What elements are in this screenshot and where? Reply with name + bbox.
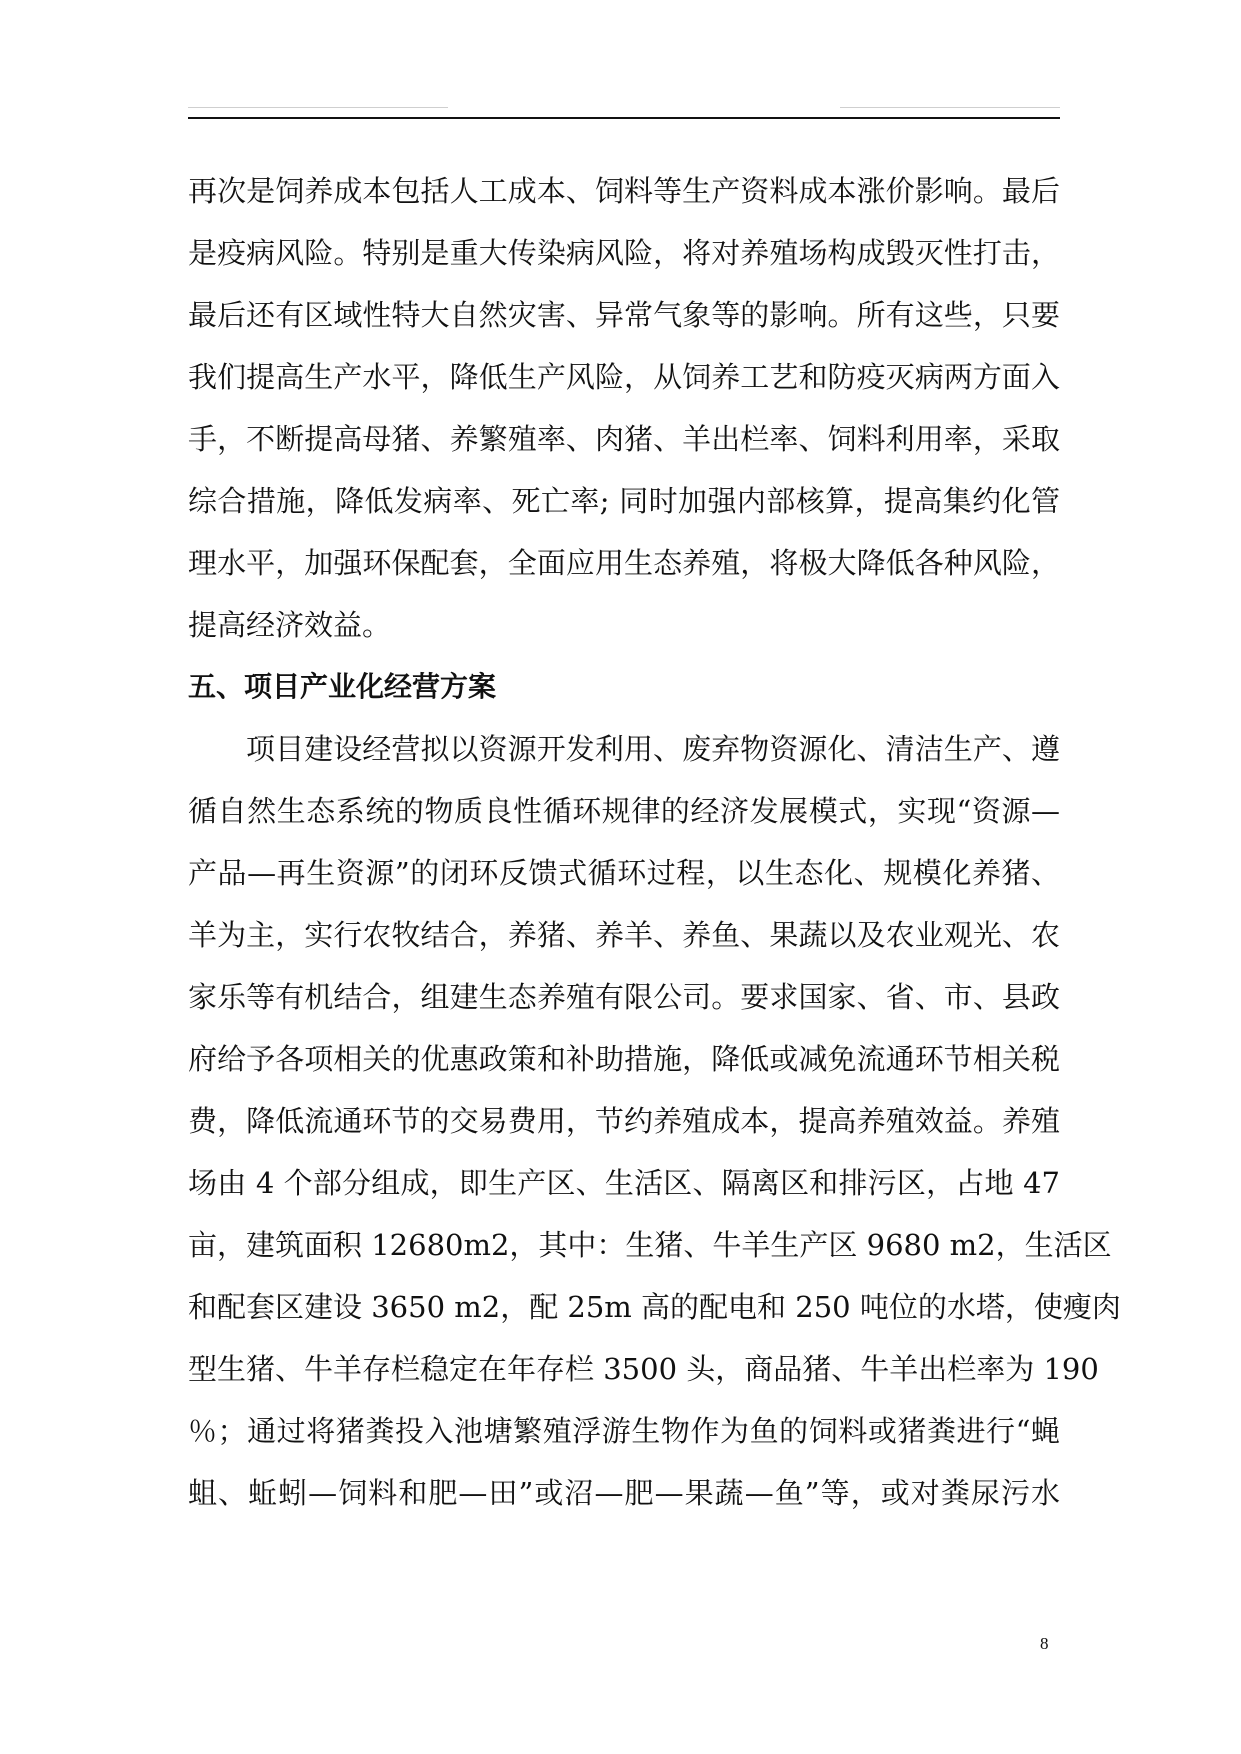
text-line: 产品—再生资源”的闭环反馈式循环过程，以生态化、规模化养猪、 [188, 856, 1060, 890]
text-line: 型生猪、牛羊存栏稳定在年存栏 3500 头，商品猪、牛羊出栏率为 190 [188, 1352, 1099, 1386]
section-heading: 五、项目产业化经营方案 [188, 670, 497, 703]
header-faint-line-left [188, 107, 448, 108]
text-line: 是疫病风险。特别是重大传染病风险，将对养殖场构成毁灭性打击， [188, 236, 1060, 270]
text-line: 提高经济效益。 [188, 608, 392, 642]
text-line: 蛆、蚯蚓—饲料和肥—田”或沼—肥—果蔬—鱼”等，或对粪尿污水 [188, 1476, 1060, 1510]
text-line: 府给予各项相关的优惠政策和补助措施，降低或减免流通环节相关税 [188, 1042, 1060, 1076]
text-line: 费，降低流通环节的交易费用，节约养殖成本，提高养殖效益。养殖 [188, 1104, 1060, 1138]
header-faint-line-right [840, 107, 1060, 108]
text-line: 理水平，加强环保配套，全面应用生态养殖，将极大降低各种风险， [188, 546, 1060, 580]
text-line: 羊为主，实行农牧结合，养猪、养羊、养鱼、果蔬以及农业观光、农 [188, 918, 1060, 952]
document-body [188, 160, 1121, 1524]
text-line: 和配套区建设 3650 m2，配 25m 高的配电和 250 吨位的水塔，使瘦肉 [188, 1290, 1121, 1324]
page-number: 8 [1040, 1634, 1049, 1653]
header-rule [188, 117, 1060, 119]
text-line: 项目建设经营拟以资源开发利用、废弃物资源化、清洁生产、遵 [246, 732, 1060, 766]
text-line: 家乐等有机结合，组建生态养殖有限公司。要求国家、省、市、县政 [188, 980, 1060, 1014]
text-line: 再次是饲养成本包括人工成本、饲料等生产资料成本涨价影响。最后 [188, 174, 1060, 208]
text-line: 我们提高生产水平，降低生产风险，从饲养工艺和防疫灭病两方面入 [188, 360, 1060, 394]
text-line: 最后还有区域性特大自然灾害、异常气象等的影响。所有这些，只要 [188, 298, 1060, 332]
text-line: 综合措施，降低发病率、死亡率; 同时加强内部核算，提高集约化管 [188, 484, 1060, 518]
text-line: ％；通过将猪粪投入池塘繁殖浮游生物作为鱼的饲料或猪粪进行“蝇 [188, 1414, 1060, 1448]
text-line: 场由 4 个部分组成，即生产区、生活区、隔离区和排污区，占地 47 [188, 1166, 1060, 1200]
text-line: 手，不断提高母猪、养繁殖率、肉猪、羊出栏率、饲料利用率，采取 [188, 422, 1060, 456]
text-line: 循自然生态系统的物质良性循环规律的经济发展模式，实现“资源— [188, 794, 1060, 828]
text-line: 亩，建筑面积 12680m2，其中：生猪、牛羊生产区 9680 m2，生活区 [188, 1228, 1112, 1262]
